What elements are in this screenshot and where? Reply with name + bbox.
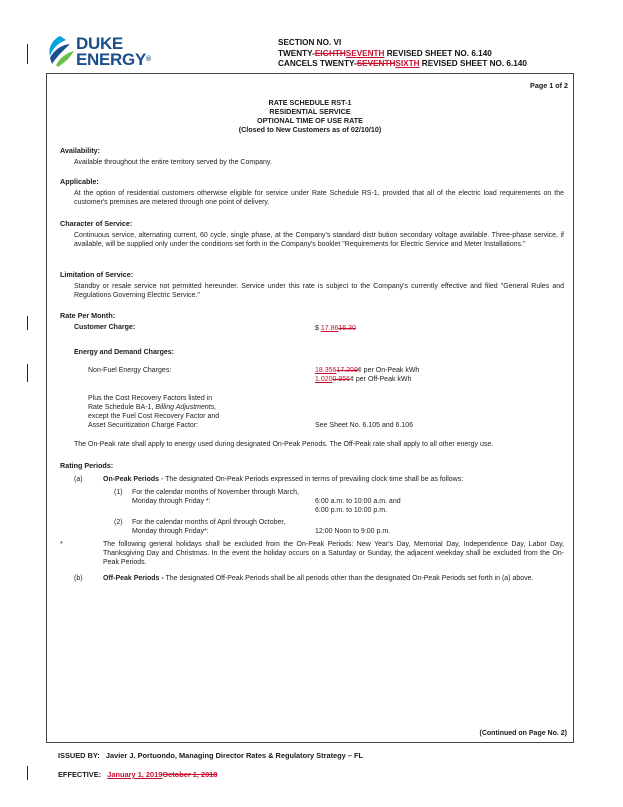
title-line: RATE SCHEDULE RST-1 [268, 98, 352, 107]
cost-recovery-line: Plus the Cost Recovery Factors listed in [88, 395, 213, 402]
nonfuel-label: Non-Fuel Energy Charges: [88, 367, 172, 374]
revision-bar [27, 316, 28, 330]
sheet-suffix: REVISED SHEET NO. 6.140 [384, 48, 492, 58]
sheet-line [278, 49, 527, 60]
offpeak-rate [315, 375, 411, 384]
cancels-deleted-text: SEVENTH [356, 59, 396, 68]
sheet-header [278, 38, 527, 70]
period-time: 6:00 p.m. to 10:00 p.m. [315, 507, 387, 514]
period-1-number: (1) [114, 489, 123, 496]
offpeak-periods-title: Off-Peak Periods - [103, 575, 164, 582]
period-1-description [132, 488, 299, 506]
rating-periods-heading: Rating Periods: [60, 461, 114, 470]
character-heading: Character of Service: [60, 219, 133, 228]
period-line: Monday through Friday *: [132, 498, 211, 505]
continued-note: (Continued on Page No. 2) [479, 730, 567, 737]
onpeak-rate [315, 366, 419, 375]
cost-recovery-line: except the Fuel Cost Recovery Factor and [88, 413, 220, 420]
item-b-marker: (b) [74, 575, 83, 582]
applicable-text: At the option of residential customers otherwise eligible for service under Rate Schedule RS-1, provided that all of the electric load requirements on the customer's premises are metered through one point of delivery. [74, 190, 564, 206]
customer-charge-value [315, 324, 356, 333]
effective-label: EFFECTIVE: [58, 770, 102, 779]
sheet-inserted-text: SEVENTH [345, 48, 385, 58]
holiday-asterisk: * [60, 541, 63, 548]
cancels-prefix: CANCELS TWENTY- [278, 59, 357, 68]
see-sheet-reference: See Sheet No. 6.105 and 6.106 [315, 422, 414, 429]
limitation-text: Standby or resale service not permitted hereunder. Service under this rate is subject to the Company's currently effective and filed "General Rules and Regulations Governing Electric Service." [74, 283, 564, 299]
offpeak-periods-paragraph [103, 574, 564, 583]
energy-charges-heading: Energy and Demand Charges: [74, 349, 174, 356]
dollar-sign: $ [315, 325, 321, 332]
onpeak-periods-text: - The designated On-Peak Periods expressed in terms of prevailing clock time shall be as follows: [159, 476, 464, 483]
sheet-deleted-text: EIGHTH [314, 48, 346, 58]
issued-by-label: ISSUED BY: [58, 751, 100, 760]
effective-date-old: October 1, 2018 [162, 770, 218, 779]
onpeak-periods-paragraph [103, 475, 563, 484]
period-line: For the calendar months of April through October, [132, 519, 286, 526]
item-a-marker: (a) [74, 476, 83, 483]
onpeak-unit: ¢ per On-Peak kWh [357, 367, 420, 374]
revision-bar [27, 766, 28, 780]
applicable-heading: Applicable: [60, 177, 99, 186]
period-line: For the calendar months of November through March, [132, 489, 299, 496]
availability-heading: Availability: [60, 146, 101, 155]
cost-recovery-line: Rate Schedule BA-1, [88, 404, 156, 411]
cost-recovery-note [88, 394, 219, 430]
cost-recovery-line: Asset Securitization Charge Factor: [88, 422, 199, 429]
period-time: 6:00 a.m. to 10:00 a.m. and [315, 498, 401, 505]
onpeak-application-note: The On-Peak rate shall apply to energy used during designated On-Peak Periods. The Off-Peak rate shall apply to all other energy use. [74, 441, 494, 448]
rate-schedule-title [46, 98, 574, 134]
customer-charge-label: Customer Charge: [74, 324, 136, 331]
holiday-exclusion-text: The following general holidays shall be excluded from the On-Peak Periods: New Year's Day, Memorial Day, Independence Day, Labor Day, Thanksgiving Day and Christmas. In the event the holiday occurs on a Saturday or Sunday, the adjacent weekday shall be excluded from the On-Peak Periods. [103, 541, 564, 566]
onpeak-new: 18.356 [315, 367, 337, 374]
period-2-times: 12:00 Noon to 9:00 p.m. [315, 528, 391, 535]
offpeak-old: 0.956 [332, 376, 351, 383]
revision-bar [27, 44, 28, 64]
offpeak-new: 1.020 [315, 376, 333, 383]
logo-line-1: DUKE [76, 34, 123, 53]
rate-heading: Rate Per Month: [60, 311, 116, 320]
offpeak-periods-text: The designated Off-Peak Periods shall be all periods other than the designated On-Peak Periods set forth in (a) above. [163, 575, 534, 582]
onpeak-periods-title: On-Peak Periods [103, 476, 160, 483]
limitation-heading: Limitation of Service: [60, 270, 134, 279]
period-line: Monday through Friday*: [132, 528, 209, 535]
effective-line [58, 770, 217, 779]
cancels-inserted-text: SIXTH [395, 59, 420, 68]
title-line: RESIDENTIAL SERVICE [269, 107, 351, 116]
logo-line-2: ENERGY [76, 50, 146, 69]
sheet-prefix: TWENTY- [278, 48, 315, 58]
effective-date-new: January 1, 2019 [107, 770, 163, 779]
section-number: SECTION NO. VI [278, 38, 342, 47]
page-indicator: Page 1 of 2 [530, 81, 568, 90]
title-line: (Closed to New Customers as of 02/10/10) [238, 125, 382, 134]
revision-bar [27, 364, 28, 382]
title-line: OPTIONAL TIME OF USE RATE [257, 116, 363, 125]
customer-charge-new: 17.86 [320, 325, 339, 332]
cancels-line [278, 59, 527, 70]
duke-energy-mark-icon [46, 34, 76, 68]
issued-by-value: Javier J. Portuondo, Managing Director Rates & Regulatory Strategy – FL [105, 751, 364, 760]
registered-mark: ® [146, 56, 151, 63]
billing-adjustments-italic: Billing Adjustments, [155, 404, 217, 411]
period-1-times [315, 497, 401, 515]
onpeak-old: 17.209 [336, 367, 358, 374]
cancels-suffix: REVISED SHEET NO. 6.140 [419, 59, 527, 68]
availability-text: Available throughout the entire territory served by the Company. [74, 159, 272, 166]
issued-by-line [58, 751, 363, 760]
customer-charge-old: 16.30 [338, 325, 356, 332]
period-2-number: (2) [114, 519, 123, 526]
duke-energy-logo [46, 34, 156, 76]
period-2-description [132, 518, 285, 536]
character-text: Continuous service, alternating current, 60 cycle, single phase, at the Company's standard distr bution secondary voltage available. Three-phase service, if available, will be supplied only under the conditions set forth in the Company's booklet "Requirements for Electric Service and Meter Installations." [74, 232, 564, 248]
offpeak-unit: ¢ per Off-Peak kWh [350, 376, 412, 383]
